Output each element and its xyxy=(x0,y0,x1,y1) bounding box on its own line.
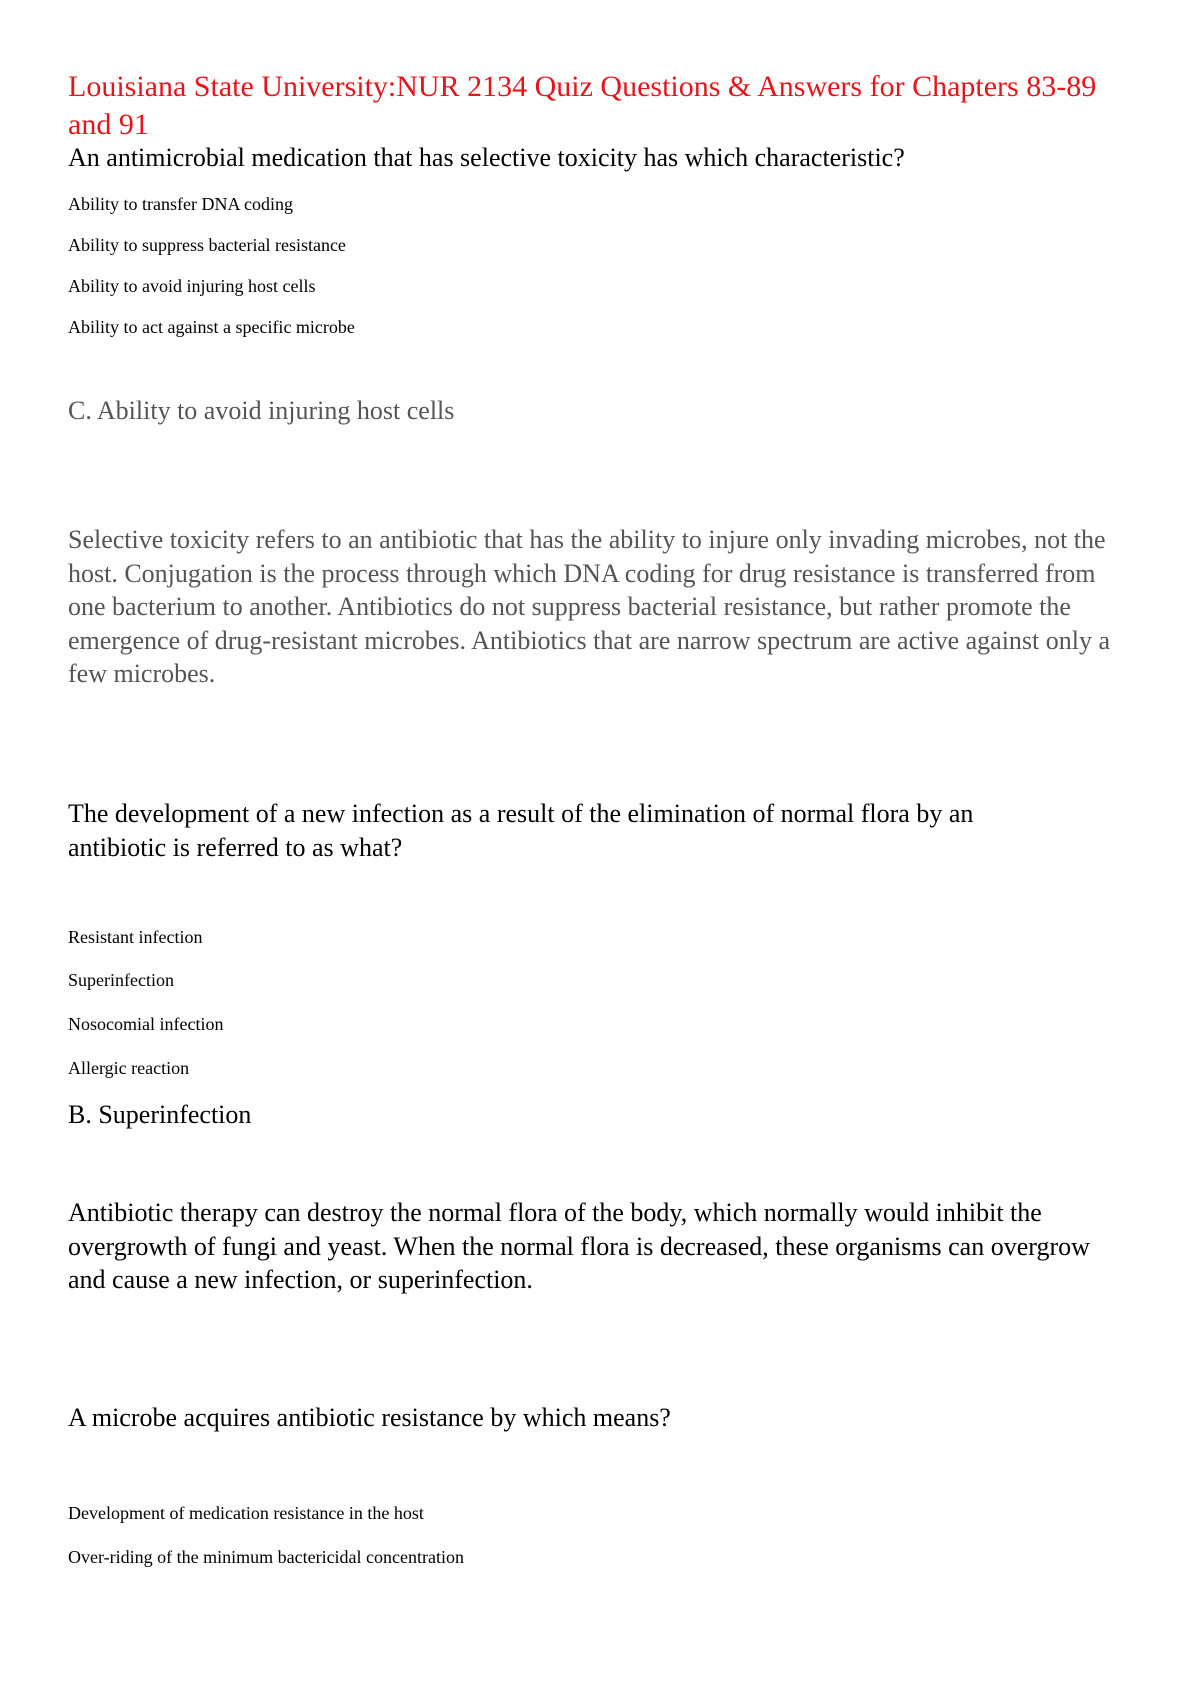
question-3-option-b: Over-riding of the minimum bactericidal concentration xyxy=(68,1547,464,1567)
question-1-option-a: Ability to transfer DNA coding xyxy=(68,194,293,214)
question-1-option-c: Ability to avoid injuring host cells xyxy=(68,276,316,296)
question-2-answer: B. Superinfection xyxy=(68,1100,252,1129)
question-1-option-d: Ability to act against a specific microbe xyxy=(68,317,355,337)
question-2-option-a: Resistant infection xyxy=(68,927,203,947)
question-2-option-d: Allergic reaction xyxy=(68,1058,190,1078)
question-1-rationale: Selective toxicity refers to an antibiotic that has the ability to injure only invading microbes, not the host. Conjugation is the process through which DNA coding for drug resistance is transferred from one bacterium to another. Antibiotics do not suppress bacterial resistance, but rather promote the emergence of drug-resistant microbes. Antibiotics that are narrow spectrum are active against only a few microbes. xyxy=(68,525,1111,688)
question-1-answer: C. Ability to avoid injuring host cells xyxy=(68,396,455,425)
question-2-rationale: Antibiotic therapy can destroy the normal flora of the body, which normally would inhibit the overgrowth of fungi and yeast. When the normal flora is decreased, these organisms can overgrow and cause a new infection, or superinfection. xyxy=(68,1198,1090,1294)
question-1-option-b: Ability to suppress bacterial resistance xyxy=(68,235,346,255)
question-2-text: The development of a new infection as a result of the elimination of normal flora by an antibiotic is referred to as what? xyxy=(68,799,974,862)
question-2-option-c: Nosocomial infection xyxy=(68,1014,224,1034)
question-3-text: A microbe acquires antibiotic resistance by which means? xyxy=(68,1403,671,1432)
question-3-option-a: Development of medication resistance in the host xyxy=(68,1503,424,1523)
document-title: Louisiana State University:NUR 2134 Quiz Questions & Answers for Chapters 83-89 and 91 xyxy=(68,70,1097,141)
question-2-option-b: Superinfection xyxy=(68,970,174,990)
question-1-text: An antimicrobial medication that has selective toxicity has which characteristic? xyxy=(68,143,905,172)
